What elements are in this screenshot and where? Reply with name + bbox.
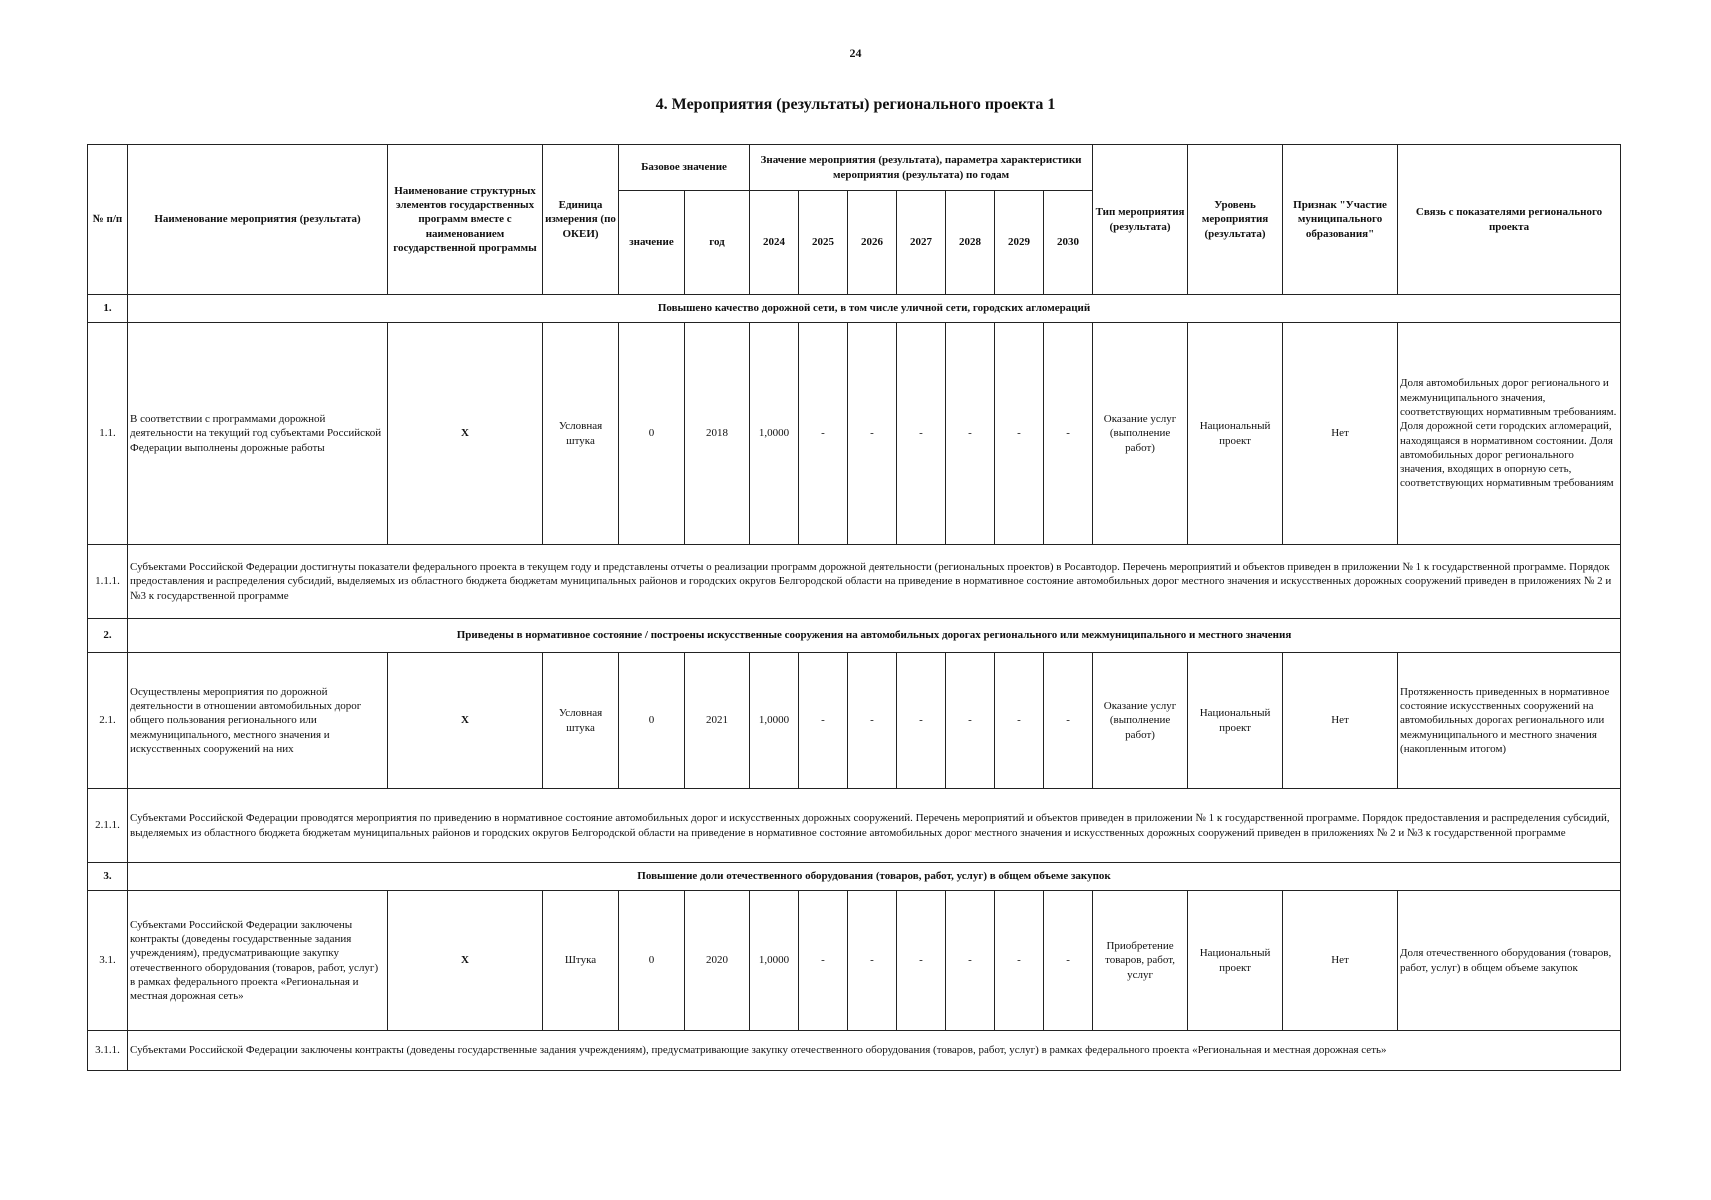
row-value-2026: - (848, 891, 897, 1031)
row-value-2027: - (897, 891, 946, 1031)
header-base-year: год (685, 191, 750, 295)
row-value-2030: - (1044, 891, 1093, 1031)
header-muni: Признак "Участие муниципального образования" (1283, 145, 1398, 295)
row-base-value: 0 (619, 653, 685, 789)
row-value-2026: - (848, 653, 897, 789)
row-level: Национальный проект (1188, 891, 1283, 1031)
row-base-value: 0 (619, 323, 685, 545)
header-values: Значение мероприятия (результата), параметра характеристики мероприятия (результата) по годам (750, 145, 1093, 191)
row-name: В соответствии с программами дорожной деятельности на текущий год субъектами Российской Федерации выполнены дорожные работы (128, 323, 388, 545)
row-link: Доля отечественного оборудования (товаров, работ, услуг) в общем объеме закупок (1398, 891, 1621, 1031)
row-value-2024: 1,0000 (750, 653, 799, 789)
row-value-2030: - (1044, 653, 1093, 789)
header-unit: Единица измерения (по ОКЕИ) (543, 145, 619, 295)
header-level: Уровень мероприятия (результата) (1188, 145, 1283, 295)
row-value-2029: - (995, 653, 1044, 789)
header-year-2024: 2024 (750, 191, 799, 295)
page-title: 4. Мероприятия (результаты) регионального проекта 1 (655, 96, 1056, 113)
row-value-2029: - (995, 891, 1044, 1031)
row-unit: Штука (543, 891, 619, 1031)
row-value-2027: - (897, 653, 946, 789)
note-number: 1.1.1. (88, 545, 128, 619)
row-number: 3.1. (88, 891, 128, 1031)
header-num: № п/п (88, 145, 128, 295)
section-number: 1. (88, 295, 128, 323)
header-struct: Наименование структурных элементов государственных программ вместе с наименованием государственной программы (388, 145, 543, 295)
row-value-2025: - (799, 653, 848, 789)
row-value-2029: - (995, 323, 1044, 545)
row-unit: Условная штука (543, 653, 619, 789)
row-value-2028: - (946, 323, 995, 545)
header-year-2027: 2027 (897, 191, 946, 295)
header-name: Наименование мероприятия (результата) (128, 145, 388, 295)
header-year-2025: 2025 (799, 191, 848, 295)
row-base-year: 2021 (685, 653, 750, 789)
row-value-2025: - (799, 323, 848, 545)
row-level: Национальный проект (1188, 653, 1283, 789)
row-struct: X (388, 891, 543, 1031)
row-value-2026: - (848, 323, 897, 545)
table-row (88, 323, 1621, 545)
section-title: Повышено качество дорожной сети, в том числе уличной сети, городских агломераций (128, 295, 1621, 323)
header-type: Тип мероприятия (результата) (1093, 145, 1188, 295)
row-value-2024: 1,0000 (750, 891, 799, 1031)
row-type: Оказание услуг (выполнение работ) (1093, 653, 1188, 789)
row-muni: Нет (1283, 653, 1398, 789)
row-level: Национальный проект (1188, 323, 1283, 545)
note-text: Субъектами Российской Федерации проводятся мероприятия по приведению в нормативное состояние автомобильных дорог и искусственных дорожных сооружений. Перечень мероприятий и объектов приведен в приложении № 1 к государственной программе. Порядок предоставления и распределения субсидий, выделяемых из областного бюджета бюджетам муниципальных районов и городских округов Белгородской области на приведение в нормативное состояние автомобильных дорог местного значения и искусственных дорожных сооружений приведен в приложениях № 2 и №3 к государственной программе (128, 789, 1621, 863)
section-title: Приведены в нормативное состояние / построены искусственные сооружения на автомобильных дорогах регионального или межмуниципального и местного значения (128, 619, 1621, 653)
row-unit: Условная штука (543, 323, 619, 545)
row-value-2024: 1,0000 (750, 323, 799, 545)
row-number: 1.1. (88, 323, 128, 545)
table-row (88, 653, 1621, 789)
header-base: Базовое значение (619, 145, 750, 191)
header-year-2028: 2028 (946, 191, 995, 295)
table-row (88, 891, 1621, 1031)
events-table (87, 144, 1621, 1071)
section-number: 2. (88, 619, 128, 653)
row-base-value: 0 (619, 891, 685, 1031)
header-year-2026: 2026 (848, 191, 897, 295)
row-struct: X (388, 653, 543, 789)
header-link: Связь с показателями регионального проекта (1398, 145, 1621, 295)
row-type: Оказание услуг (выполнение работ) (1093, 323, 1188, 545)
header-year-2030: 2030 (1044, 191, 1093, 295)
note-text: Субъектами Российской Федерации достигнуты показатели федерального проекта в текущем году и представлены отчеты о реализации программ дорожной деятельности (региональных проектов) в Росавтодор. Перечень мероприятий и объектов приведен в приложении № 1 к государственной программе. Порядок предоставления и распределения субсидий, выделяемых из областного бюджета бюджетам муниципальных районов и городских округов Белгородской области на приведение в нормативное состояние автомобильных дорог местного значения и искусственных дорожных сооружений приведен в приложениях № 2 и №3 к государственной программе (128, 545, 1621, 619)
row-type: Приобретение товаров, работ, услуг (1093, 891, 1188, 1031)
row-value-2028: - (946, 653, 995, 789)
note-text: Субъектами Российской Федерации заключены контракты (доведены государственные задания учреждениям), предусматривающие закупку отечественного оборудования (товаров, работ, услуг) в рамках федерального проекта «Региональная и местная дорожная сеть» (128, 1031, 1621, 1071)
row-number: 2.1. (88, 653, 128, 789)
row-base-year: 2020 (685, 891, 750, 1031)
row-value-2025: - (799, 891, 848, 1031)
row-base-year: 2018 (685, 323, 750, 545)
page-number: 24 (849, 46, 862, 60)
row-link: Протяженность приведенных в нормативное состояние искусственных сооружений на автомобильных дорогах регионального или межмуниципального и местного значения (накопленным итогом) (1398, 653, 1621, 789)
row-muni: Нет (1283, 323, 1398, 545)
row-link: Доля автомобильных дорог регионального и межмуниципального значения, соответствующих нормативным требованиям. Доля дорожной сети городских агломераций, находящаяся в нормативном состоянии. Доля автомобильных дорог регионального значения, входящих в опорную сеть, соответствующих нормативным требованиям (1398, 323, 1621, 545)
section-title: Повышение доли отечественного оборудования (товаров, работ, услуг) в общем объеме закупок (128, 863, 1621, 891)
row-value-2028: - (946, 891, 995, 1031)
row-value-2030: - (1044, 323, 1093, 545)
note-number: 2.1.1. (88, 789, 128, 863)
row-name: Осуществлены мероприятия по дорожной деятельности в отношении автомобильных дорог общего пользования регионального или межмуниципального, местного значения и искусственных сооружений на них (128, 653, 388, 789)
row-name: Субъектами Российской Федерации заключены контракты (доведены государственные задания учреждениям), предусматривающие закупку отечественного оборудования (товаров, работ, услуг) в рамках федерального проекта «Региональная и местная дорожная сеть» (128, 891, 388, 1031)
row-muni: Нет (1283, 891, 1398, 1031)
section-number: 3. (88, 863, 128, 891)
header-base-value: значение (619, 191, 685, 295)
row-value-2027: - (897, 323, 946, 545)
note-number: 3.1.1. (88, 1031, 128, 1071)
row-struct: X (388, 323, 543, 545)
header-year-2029: 2029 (995, 191, 1044, 295)
